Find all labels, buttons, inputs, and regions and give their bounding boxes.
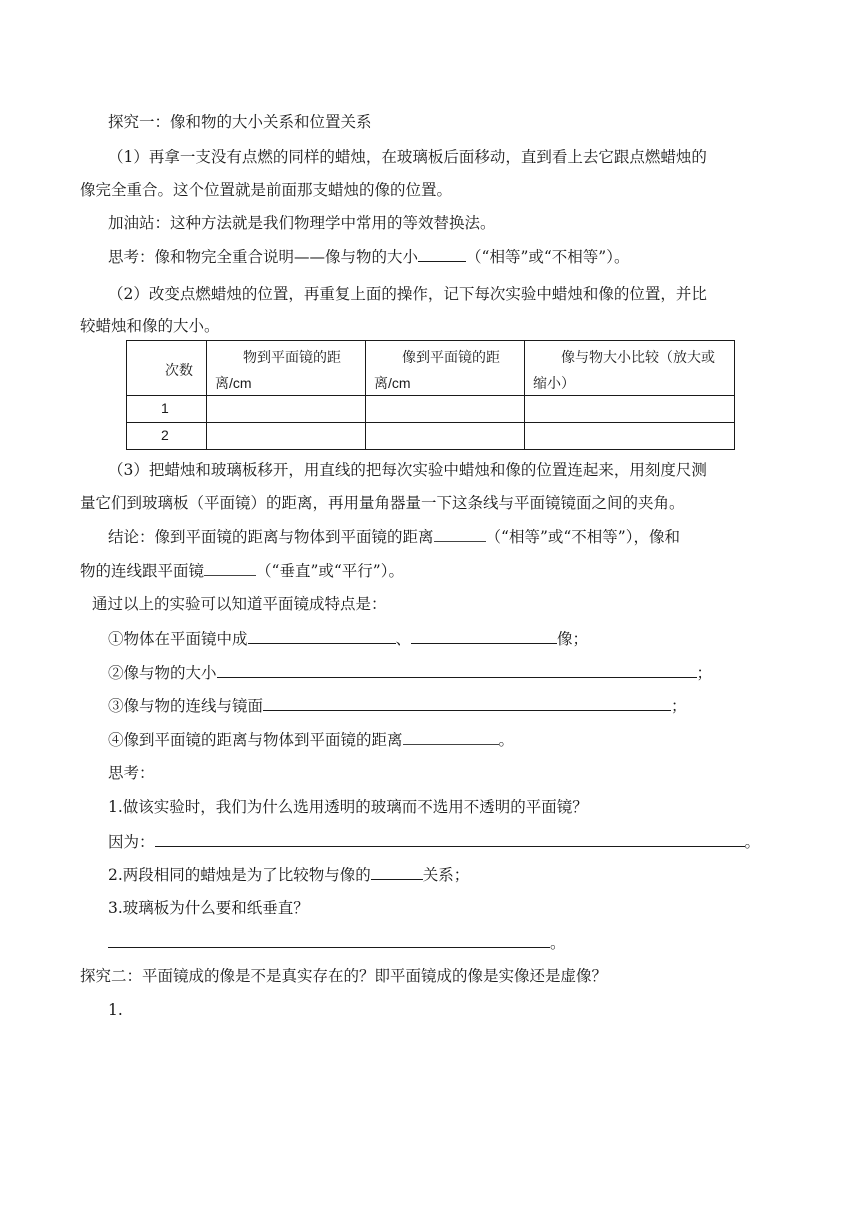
question2-row xyxy=(108,864,469,885)
item3-prefix: ③像与物的连线与镜面 xyxy=(108,697,264,715)
think1-row xyxy=(108,246,629,267)
object-distance-input-cell[interactable] xyxy=(207,396,366,423)
question3-answer-row xyxy=(108,932,566,953)
think2-label: 思考： xyxy=(108,764,155,782)
image-property-blank2[interactable] xyxy=(411,628,557,644)
item2-suffix: ； xyxy=(696,664,713,682)
section1-title: 探究一：像和物的大小关系和位置关系 xyxy=(108,113,372,131)
summary-item4 xyxy=(108,729,514,750)
conclusion-row2 xyxy=(80,560,404,581)
item1-suffix: 像； xyxy=(557,630,589,648)
header-count: 次数 xyxy=(165,363,193,379)
step2-line2: 较蜡烛和像的大小。 xyxy=(80,317,220,335)
distance-relation-blank[interactable] xyxy=(434,526,486,542)
table-header-cell xyxy=(525,341,735,396)
distance-blank[interactable] xyxy=(403,729,499,745)
header-object-distance-l2: 离/cm xyxy=(215,375,252,391)
table-header-cell xyxy=(366,341,525,396)
header-image-distance-l1: 像到平面镜的距 xyxy=(402,350,500,366)
table-header-cell xyxy=(207,341,366,396)
step3-line1: （3）把蜡烛和玻璃板移开，用直线的把每次实验中蜡烛和像的位置连起来，用刻度尺测 xyxy=(108,461,707,479)
conclusion2-suffix: （“垂直”或“平行”）。 xyxy=(256,562,404,580)
step1-line1: （1）再拿一支没有点燃的同样的蜡烛，在玻璃板后面移动，直到看上去它跟点燃蜡烛的 xyxy=(108,148,707,166)
step1-line2: 像完全重合。这个位置就是前面那支蜡烛的像的位置。 xyxy=(80,181,453,199)
connecting-line-blank[interactable] xyxy=(263,695,671,711)
header-size-compare-l2: 缩小） xyxy=(533,376,575,392)
reason-blank[interactable] xyxy=(155,831,745,847)
conclusion2-prefix: 物的连线跟平面镜 xyxy=(80,562,205,580)
image-distance-input-cell[interactable] xyxy=(366,396,525,423)
size-compare-input-cell[interactable] xyxy=(525,396,735,423)
think1-prefix: 思考：像和物完全重合说明——像与物的大小 xyxy=(108,248,419,266)
compare-blank[interactable] xyxy=(371,864,423,880)
item4-prefix: ④像到平面镜的距离与物体到平面镜的距离 xyxy=(108,731,403,749)
size-blank[interactable] xyxy=(217,662,697,678)
question2-prefix: 2.两段相同的蜡烛是为了比较物与像的 xyxy=(108,866,371,884)
conclusion-middle: （“相等”或“不相等”），像和 xyxy=(485,528,680,546)
answer1-suffix: 。 xyxy=(744,833,761,851)
header-size-compare-l1: 像与物大小比较（放大或 xyxy=(561,350,715,366)
item3-suffix: ； xyxy=(671,697,687,715)
tip-text: 加油站：这种方法就是我们物理学中常用的等效替换法。 xyxy=(108,214,496,232)
think1-suffix: （“相等”或“不相等”）。 xyxy=(466,248,630,266)
measurement-table xyxy=(126,340,735,450)
item1-prefix: ①物体在平面镜中成 xyxy=(108,630,248,648)
table-header-cell xyxy=(127,341,207,396)
step2-line1: （2）改变点燃蜡烛的位置，再重复上面的操作，记下每次实验中蜡烛和像的位置，并比 xyxy=(108,285,707,303)
summary-item1 xyxy=(108,628,588,649)
table-header-row xyxy=(127,341,735,396)
perpendicular-reason-blank[interactable] xyxy=(108,932,550,948)
summary-intro: 通过以上的实验可以知道平面镜成特点是： xyxy=(92,595,387,613)
item1-separator: 、 xyxy=(395,630,412,648)
conclusion-prefix: 结论：像到平面镜的距离与物体到平面镜的距离 xyxy=(108,528,434,546)
step3-line2: 量它们到玻璃板（平面镜）的距离，再用量角器量一下这条线与平面镜镜面之间的夹角。 xyxy=(80,494,685,512)
size-relation-blank[interactable] xyxy=(418,246,466,262)
line-relation-blank[interactable] xyxy=(204,560,256,576)
object-distance-input-cell[interactable] xyxy=(207,423,366,450)
row-number: 2 xyxy=(161,427,169,443)
header-image-distance-l2: 离/cm xyxy=(374,375,411,391)
summary-item3 xyxy=(108,695,687,716)
item4-suffix: 。 xyxy=(498,731,515,749)
size-compare-input-cell[interactable] xyxy=(525,423,735,450)
section2-item1: 1. xyxy=(108,1001,123,1019)
answer1-prefix: 因为： xyxy=(108,833,155,851)
row-number: 1 xyxy=(161,400,169,416)
header-object-distance-l1: 物到平面镜的距 xyxy=(243,350,341,366)
image-distance-input-cell[interactable] xyxy=(366,423,525,450)
image-property-blank1[interactable] xyxy=(248,628,396,644)
section2-title: 探究二：平面镜成的像是不是真实存在的？即平面镜成的像是实像还是虚像？ xyxy=(80,967,608,985)
row-number-cell xyxy=(127,396,207,423)
row-number-cell xyxy=(127,423,207,450)
table-row xyxy=(127,423,735,450)
question2-suffix: 关系； xyxy=(422,866,470,884)
conclusion-row1 xyxy=(108,526,680,547)
summary-item2 xyxy=(108,662,712,683)
question3: 3.玻璃板为什么要和纸垂直？ xyxy=(108,899,309,917)
answer3-suffix: 。 xyxy=(550,934,566,952)
question1-answer-row xyxy=(108,831,760,852)
table-row xyxy=(127,396,735,423)
item2-prefix: ②像与物的大小 xyxy=(108,664,217,682)
question1: 1.做该实验时，我们为什么选用透明的玻璃而不选用不透明的平面镜？ xyxy=(108,798,588,816)
